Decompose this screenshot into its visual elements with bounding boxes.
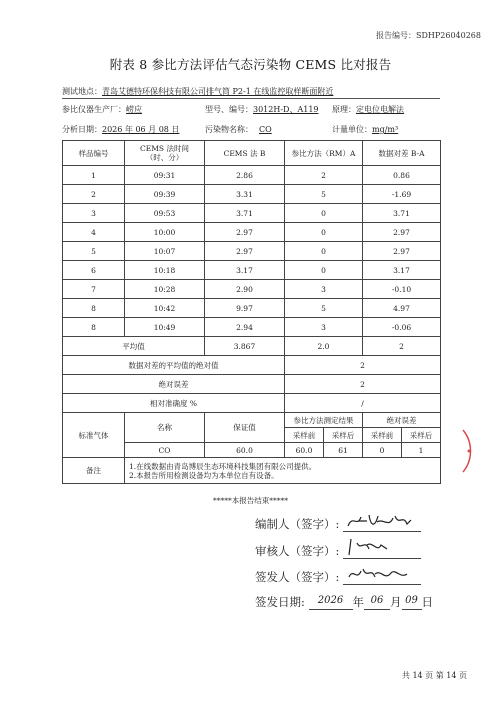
- principle-label: 原理：: [332, 105, 356, 114]
- principle-value: 定电位电解法: [356, 105, 404, 114]
- pollutant-name: [205, 124, 278, 135]
- table-row: [63, 299, 441, 318]
- issue-day: 09: [402, 595, 422, 610]
- model-label: 型号、编号：: [205, 105, 253, 114]
- header-cell: 参比方法（RM）A: [285, 141, 363, 166]
- header-cell: 样品编号: [63, 141, 125, 166]
- table-cell: 10:07: [125, 242, 205, 261]
- error-after-label: 采样后: [402, 428, 441, 443]
- header-cell: CEMS 法 B: [205, 141, 285, 166]
- analysis-date-value: 2026 年 06 月 08 日: [102, 125, 180, 134]
- result-before-label: 采样前: [285, 428, 324, 443]
- table-cell: 0: [285, 261, 363, 280]
- relative-accuracy-label: 相对准确度 %: [63, 394, 285, 413]
- table-cell: 2.90: [205, 280, 285, 299]
- table-cell: 10:00: [125, 223, 205, 242]
- report-end-marker: *****本报告结束*****: [213, 496, 288, 505]
- analysis-date-label: 分析日期：: [62, 125, 102, 134]
- relative-accuracy-row: [63, 394, 441, 413]
- seal-stamp-edge: [461, 428, 475, 474]
- table-row: [63, 318, 441, 337]
- abs-error-label: 绝对误差: [63, 375, 285, 394]
- issue-year: 2026: [309, 595, 353, 610]
- table-cell: 3.71: [205, 204, 285, 223]
- model-value: 3012H-D、A119: [253, 105, 319, 114]
- issue-date: [255, 594, 433, 610]
- table-cell: 0: [285, 223, 363, 242]
- table-cell: 9.97: [205, 299, 285, 318]
- table-header-row: [63, 141, 441, 166]
- maker-value: 崂应: [126, 105, 142, 114]
- average-label: 平均值: [63, 337, 205, 356]
- table-cell: 4: [63, 223, 125, 242]
- table-cell: 3.71: [363, 204, 441, 223]
- month-char: 月: [390, 595, 402, 609]
- table-cell: 10:18: [125, 261, 205, 280]
- table-cell: 10:28: [125, 280, 205, 299]
- test-site-value: 青岛艾德特环保科技有限公司排气筒 P2-1 在线监控取样断面附近: [102, 87, 334, 96]
- average-value: 3.867: [205, 337, 285, 356]
- pollutant-value: CO: [259, 125, 272, 134]
- table-cell: 7: [63, 280, 125, 299]
- std-name-label: 名称: [125, 413, 205, 443]
- instrument-model: [205, 104, 319, 115]
- table-cell: 3.17: [363, 261, 441, 280]
- compiler-label: 编制人（签字）:: [255, 517, 340, 531]
- table-cell: 5: [63, 242, 125, 261]
- mean-abs-value: 2: [285, 356, 441, 375]
- average-value: 2: [363, 337, 441, 356]
- page-title: 附表 8 参比方法评估气态污染物 CEMS 比对报告: [109, 57, 392, 72]
- report-number: 报告编号：SDHP26040268: [376, 31, 481, 40]
- reviewer-signature: [255, 542, 421, 559]
- table-cell: 10:42: [125, 299, 205, 318]
- reviewer-label: 审核人（签字）:: [255, 544, 340, 558]
- average-row: [63, 337, 441, 356]
- table-cell: 10:49: [125, 318, 205, 337]
- issue-month: 06: [364, 595, 390, 610]
- issuer-label: 签发人（签字）:: [255, 570, 340, 584]
- table-cell: 3: [285, 318, 363, 337]
- table-row: [63, 261, 441, 280]
- table-cell: 8: [63, 299, 125, 318]
- issuer-signature-line: [343, 568, 421, 585]
- reviewer-signature-line: [343, 542, 421, 559]
- table-cell: 09:31: [125, 166, 205, 185]
- table-cell: 2.97: [205, 223, 285, 242]
- test-site: [62, 86, 333, 97]
- issuer-signature: [255, 568, 421, 585]
- table-cell: -0.06: [363, 318, 441, 337]
- std-gas-value: 60.0: [205, 443, 285, 458]
- year-char: 年: [352, 595, 365, 609]
- remark-line: 1.在线数据由青岛博辰生态环境科技集团有限公司提供。: [129, 461, 317, 471]
- std-abserr-label: 绝对误差: [363, 413, 441, 428]
- maker-label: 参比仪器生产厂：: [62, 105, 126, 114]
- std-gas-value: 60.0: [285, 443, 324, 458]
- table-cell: 2.97: [363, 223, 441, 242]
- remark-label: 备注: [63, 458, 125, 484]
- table-row: [63, 166, 441, 185]
- table-cell: 4.97: [363, 299, 441, 318]
- table-cell: 6: [63, 261, 125, 280]
- comparison-table: [62, 140, 441, 484]
- table-cell: 3: [285, 280, 363, 299]
- std-gas-value: 61: [324, 443, 363, 458]
- table-cell: 0: [285, 242, 363, 261]
- compiler-handwritten-signature: [345, 512, 415, 530]
- abs-error-value: 2: [285, 375, 441, 394]
- std-result-label: 参比方法测定结果: [285, 413, 363, 428]
- issue-date-label: 签发日期:: [255, 595, 305, 609]
- pollutant-label: 污染物名称：: [205, 125, 253, 134]
- table-cell: -0.10: [363, 280, 441, 299]
- analysis-date: [62, 124, 179, 135]
- header-cell: CEMS 法时间 （时、分）: [125, 141, 205, 166]
- table-cell: 1: [63, 166, 125, 185]
- std-gas-value: 1: [402, 443, 441, 458]
- divider: [62, 98, 440, 99]
- remark-row: [63, 458, 441, 484]
- table-cell: 09:53: [125, 204, 205, 223]
- table-row: [63, 242, 441, 261]
- unit-value: mg/m³: [372, 125, 399, 134]
- issuer-handwritten-signature: [345, 565, 415, 583]
- table-cell: 09:39: [125, 185, 205, 204]
- table-cell: 8: [63, 318, 125, 337]
- table-row: [63, 223, 441, 242]
- table-cell: 2: [63, 185, 125, 204]
- mean-abs-label: 数据对差的平均值的绝对值: [63, 356, 285, 375]
- table-cell: 3.17: [205, 261, 285, 280]
- reviewer-handwritten-signature: [345, 537, 405, 557]
- table-cell: 2.86: [205, 166, 285, 185]
- unit-label: 计量单位：: [332, 125, 372, 134]
- instrument-principle: [332, 104, 404, 115]
- table-cell: 2.97: [205, 242, 285, 261]
- table-cell: 5: [285, 185, 363, 204]
- remark-content: [125, 458, 441, 484]
- std-guarantee-label: 保证值: [205, 413, 285, 443]
- abs-error-row: [63, 375, 441, 394]
- std-gas-value: CO: [125, 443, 205, 458]
- table-row: [63, 280, 441, 299]
- header-cell: 数据对差 B-A: [363, 141, 441, 166]
- compiler-signature-line: [343, 515, 421, 532]
- comparison-table-body: [63, 141, 441, 484]
- std-gas-value: 0: [363, 443, 402, 458]
- measurement-unit: [332, 124, 398, 135]
- mean-abs-row: [63, 356, 441, 375]
- table-row: [63, 185, 441, 204]
- table-row: [63, 204, 441, 223]
- result-after-label: 采样后: [324, 428, 363, 443]
- table-cell: 3: [63, 204, 125, 223]
- test-site-label: 测试地点：: [62, 87, 102, 96]
- table-cell: 3.31: [205, 185, 285, 204]
- average-value: 2.0: [285, 337, 363, 356]
- table-cell: 2.97: [363, 242, 441, 261]
- remark-line: 2.本报告所用检测设备均为本单位自有设备。: [129, 470, 279, 480]
- std-gas-label: 标准气体: [63, 413, 125, 458]
- table-cell: 0.86: [363, 166, 441, 185]
- compiler-signature: [255, 515, 421, 532]
- std-gas-header-row: [63, 413, 441, 428]
- day-char: 日: [421, 595, 434, 609]
- relative-accuracy-value: /: [285, 394, 441, 413]
- page-number: 共 14 页 第 14 页: [401, 671, 467, 680]
- table-cell: 2.94: [205, 318, 285, 337]
- table-cell: 2: [285, 166, 363, 185]
- table-cell: 0: [285, 204, 363, 223]
- table-cell: -1.69: [363, 185, 441, 204]
- instrument-maker: [62, 104, 142, 115]
- error-before-label: 采样前: [363, 428, 402, 443]
- table-cell: 5: [285, 299, 363, 318]
